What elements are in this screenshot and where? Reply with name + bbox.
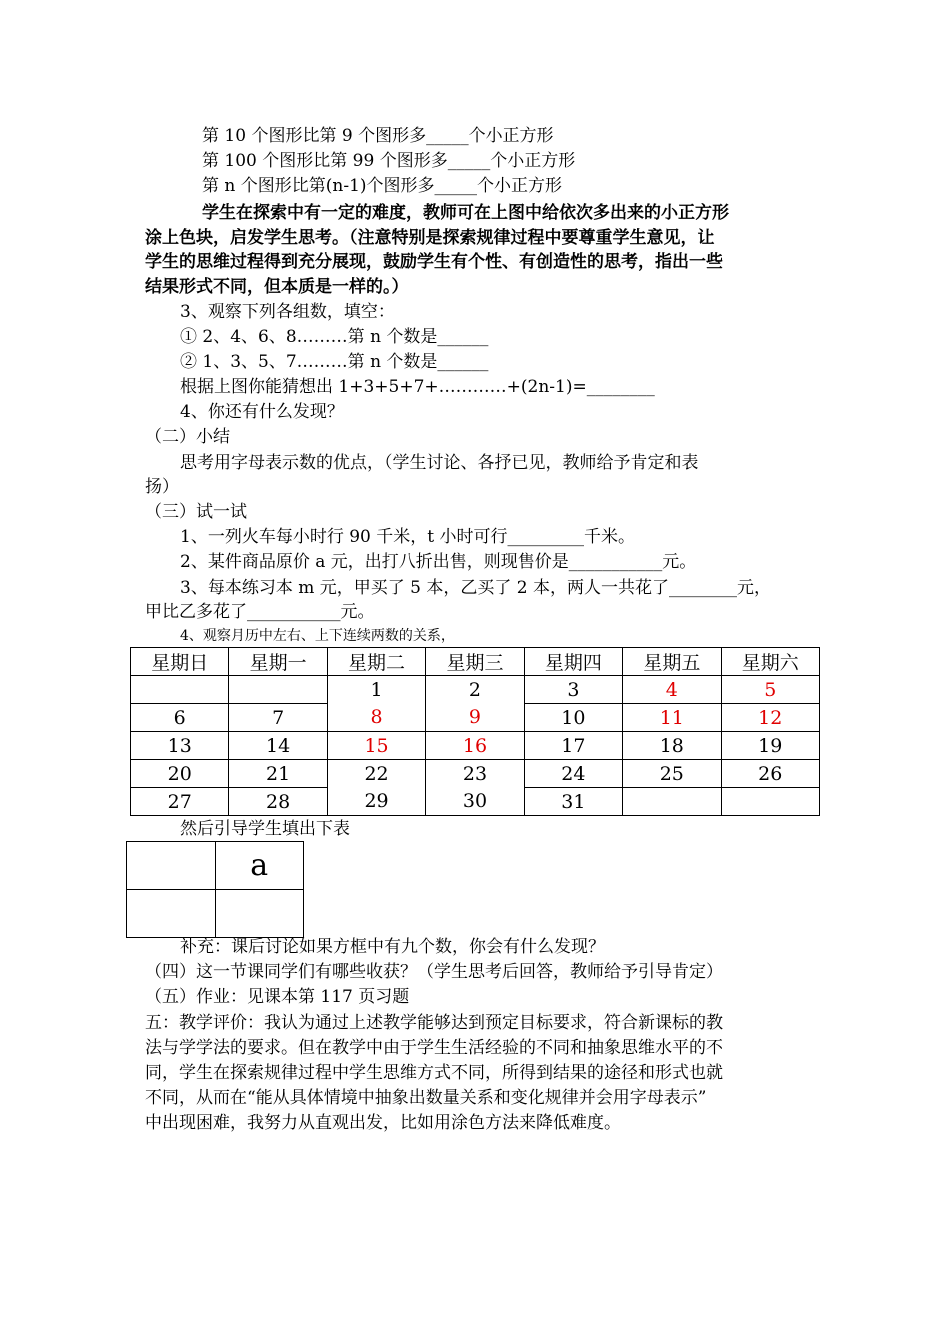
evaluation-line: 五：教学评价：我认为通过上述教学能够达到预定目标要求，符合新课标的教 (145, 1013, 723, 1033)
text-line: 补充：课后讨论如果方框中有九个数，你会有什么发现？ (180, 937, 605, 957)
evaluation-line: 不同，从而在“能从具体情境中抽象出数量关系和变化规律并会用字母表示” (145, 1088, 707, 1108)
weekday-header: 星期三 (426, 648, 524, 676)
sequence-item: ① 2、4、6、8………第 n 个数是______ (180, 327, 489, 347)
weekday-header: 星期二 (327, 648, 425, 676)
calendar-cell: 6 (131, 704, 229, 732)
calendar-cell: 4 (623, 676, 721, 704)
section-heading: （四）这一节课同学们有哪些收获？（学生思考后回答，教师给予引导肯定） (145, 962, 723, 982)
text-line: 第 100 个图形比第 99 个图形多_____个小正方形 (202, 151, 576, 171)
calendar-cell: 12 (721, 704, 819, 732)
weekday-header: 星期四 (524, 648, 622, 676)
calendar-cell: 22 (327, 760, 425, 788)
text-line: 第 n 个图形比第(n-1)个图形多_____个小正方形 (202, 176, 563, 196)
calendar-cell (623, 788, 721, 816)
calendar-cell: 5 (721, 676, 819, 704)
calendar-cell: 21 (229, 760, 327, 788)
calendar-cell: 1 (327, 676, 425, 704)
weekday-header: 星期五 (623, 648, 721, 676)
calendar-cell: 14 (229, 732, 327, 760)
calendar-cell: 8 (327, 704, 425, 732)
text-line: 根据上图你能猜想出 1+3+5+7+…………+(2n-1)=________ (180, 377, 655, 397)
weekday-header: 星期一 (229, 648, 327, 676)
exercise-item: 甲比乙多花了___________元。 (145, 602, 375, 622)
calendar-cell: 27 (131, 788, 229, 816)
bold-note: 结果形式不同，但本质是一样的。） (145, 277, 409, 297)
question-heading: 3、观察下列各组数，填空： (180, 302, 395, 322)
calendar-cell (229, 676, 327, 704)
text-line: 扬） (145, 477, 179, 497)
weekday-header: 星期六 (721, 648, 819, 676)
calendar-cell: 24 (524, 760, 622, 788)
exercise-item: 1、一列火车每小时行 90 千米，t 小时可行_________千米。 (180, 527, 635, 547)
calendar-cell: 30 (426, 788, 524, 816)
answer-cell (127, 890, 216, 938)
exercise-item: 2、某件商品原价 a 元，出打八折出售，则现售价是___________元。 (180, 552, 697, 572)
calendar-cell (131, 676, 229, 704)
answer-cell (127, 842, 216, 890)
calendar-cell: 31 (524, 788, 622, 816)
calendar-cell: 28 (229, 788, 327, 816)
calendar-cell: 20 (131, 760, 229, 788)
calendar-cell (721, 788, 819, 816)
bold-note: 涂上色块，启发学生思考。（注意特别是探索规律过程中要尊重学生意见，让 (145, 228, 715, 248)
text-line: 然后引导学生填出下表 (180, 819, 350, 839)
calendar-header-row (131, 648, 820, 676)
calendar-cell: 19 (721, 732, 819, 760)
section-heading: （三）试一试 (145, 502, 247, 522)
calendar-row (131, 788, 820, 816)
calendar-row (131, 732, 820, 760)
exercise-item: 4、观察月历中左右、上下连续两数的关系， (180, 628, 455, 644)
exercise-item: 3、每本练习本 m 元，甲买了 5 本，乙买了 2 本，两人一共花了________元， (180, 578, 771, 598)
calendar-cell: 11 (623, 704, 721, 732)
calendar-cell: 2 (426, 676, 524, 704)
calendar-cell: 7 (229, 704, 327, 732)
bold-note: 学生的思维过程得到充分展现，鼓励学生有个性、有创造性的思考，指出一些 (145, 252, 723, 272)
answer-table (126, 841, 304, 938)
calendar-cell: 23 (426, 760, 524, 788)
sequence-item: ② 1、3、5、7………第 n 个数是______ (180, 352, 489, 372)
calendar-cell: 10 (524, 704, 622, 732)
question-heading: 4、你还有什么发现？ (180, 402, 344, 422)
bold-note: 学生在探索中有一定的难度，教师可在上图中给依次多出来的小正方形 (202, 203, 729, 223)
calendar-cell: 3 (524, 676, 622, 704)
text-line: 思考用字母表示数的优点，（学生讨论、各抒已见，教师给予肯定和表 (180, 453, 699, 473)
answer-cell-a: a (215, 842, 304, 890)
calendar-row (131, 704, 820, 732)
calendar-row (131, 676, 820, 704)
calendar-cell: 17 (524, 732, 622, 760)
evaluation-line: 法与学学法的要求。但在教学中由于学生生活经验的不同和抽象思维水平的不 (145, 1038, 723, 1058)
evaluation-line: 同，学生在探索规律过程中学生思维方式不同，所得到结果的途径和形式也就 (145, 1063, 723, 1083)
calendar-cell: 26 (721, 760, 819, 788)
section-heading: （五）作业：见课本第 117 页习题 (145, 987, 410, 1007)
evaluation-line: 中出现困难，我努力从直观出发，比如用涂色方法来降低难度。 (145, 1113, 621, 1133)
weekday-header: 星期日 (131, 648, 229, 676)
calendar-cell: 15 (327, 732, 425, 760)
calendar-cell: 13 (131, 732, 229, 760)
calendar-cell: 9 (426, 704, 524, 732)
section-heading: （二）小结 (145, 427, 230, 447)
answer-cell (215, 890, 304, 938)
calendar-table (130, 647, 820, 816)
text-line: 第 10 个图形比第 9 个图形多_____个小正方形 (202, 126, 554, 146)
calendar-cell: 25 (623, 760, 721, 788)
calendar-row (131, 760, 820, 788)
calendar-cell: 18 (623, 732, 721, 760)
calendar-cell: 29 (327, 788, 425, 816)
calendar-cell: 16 (426, 732, 524, 760)
